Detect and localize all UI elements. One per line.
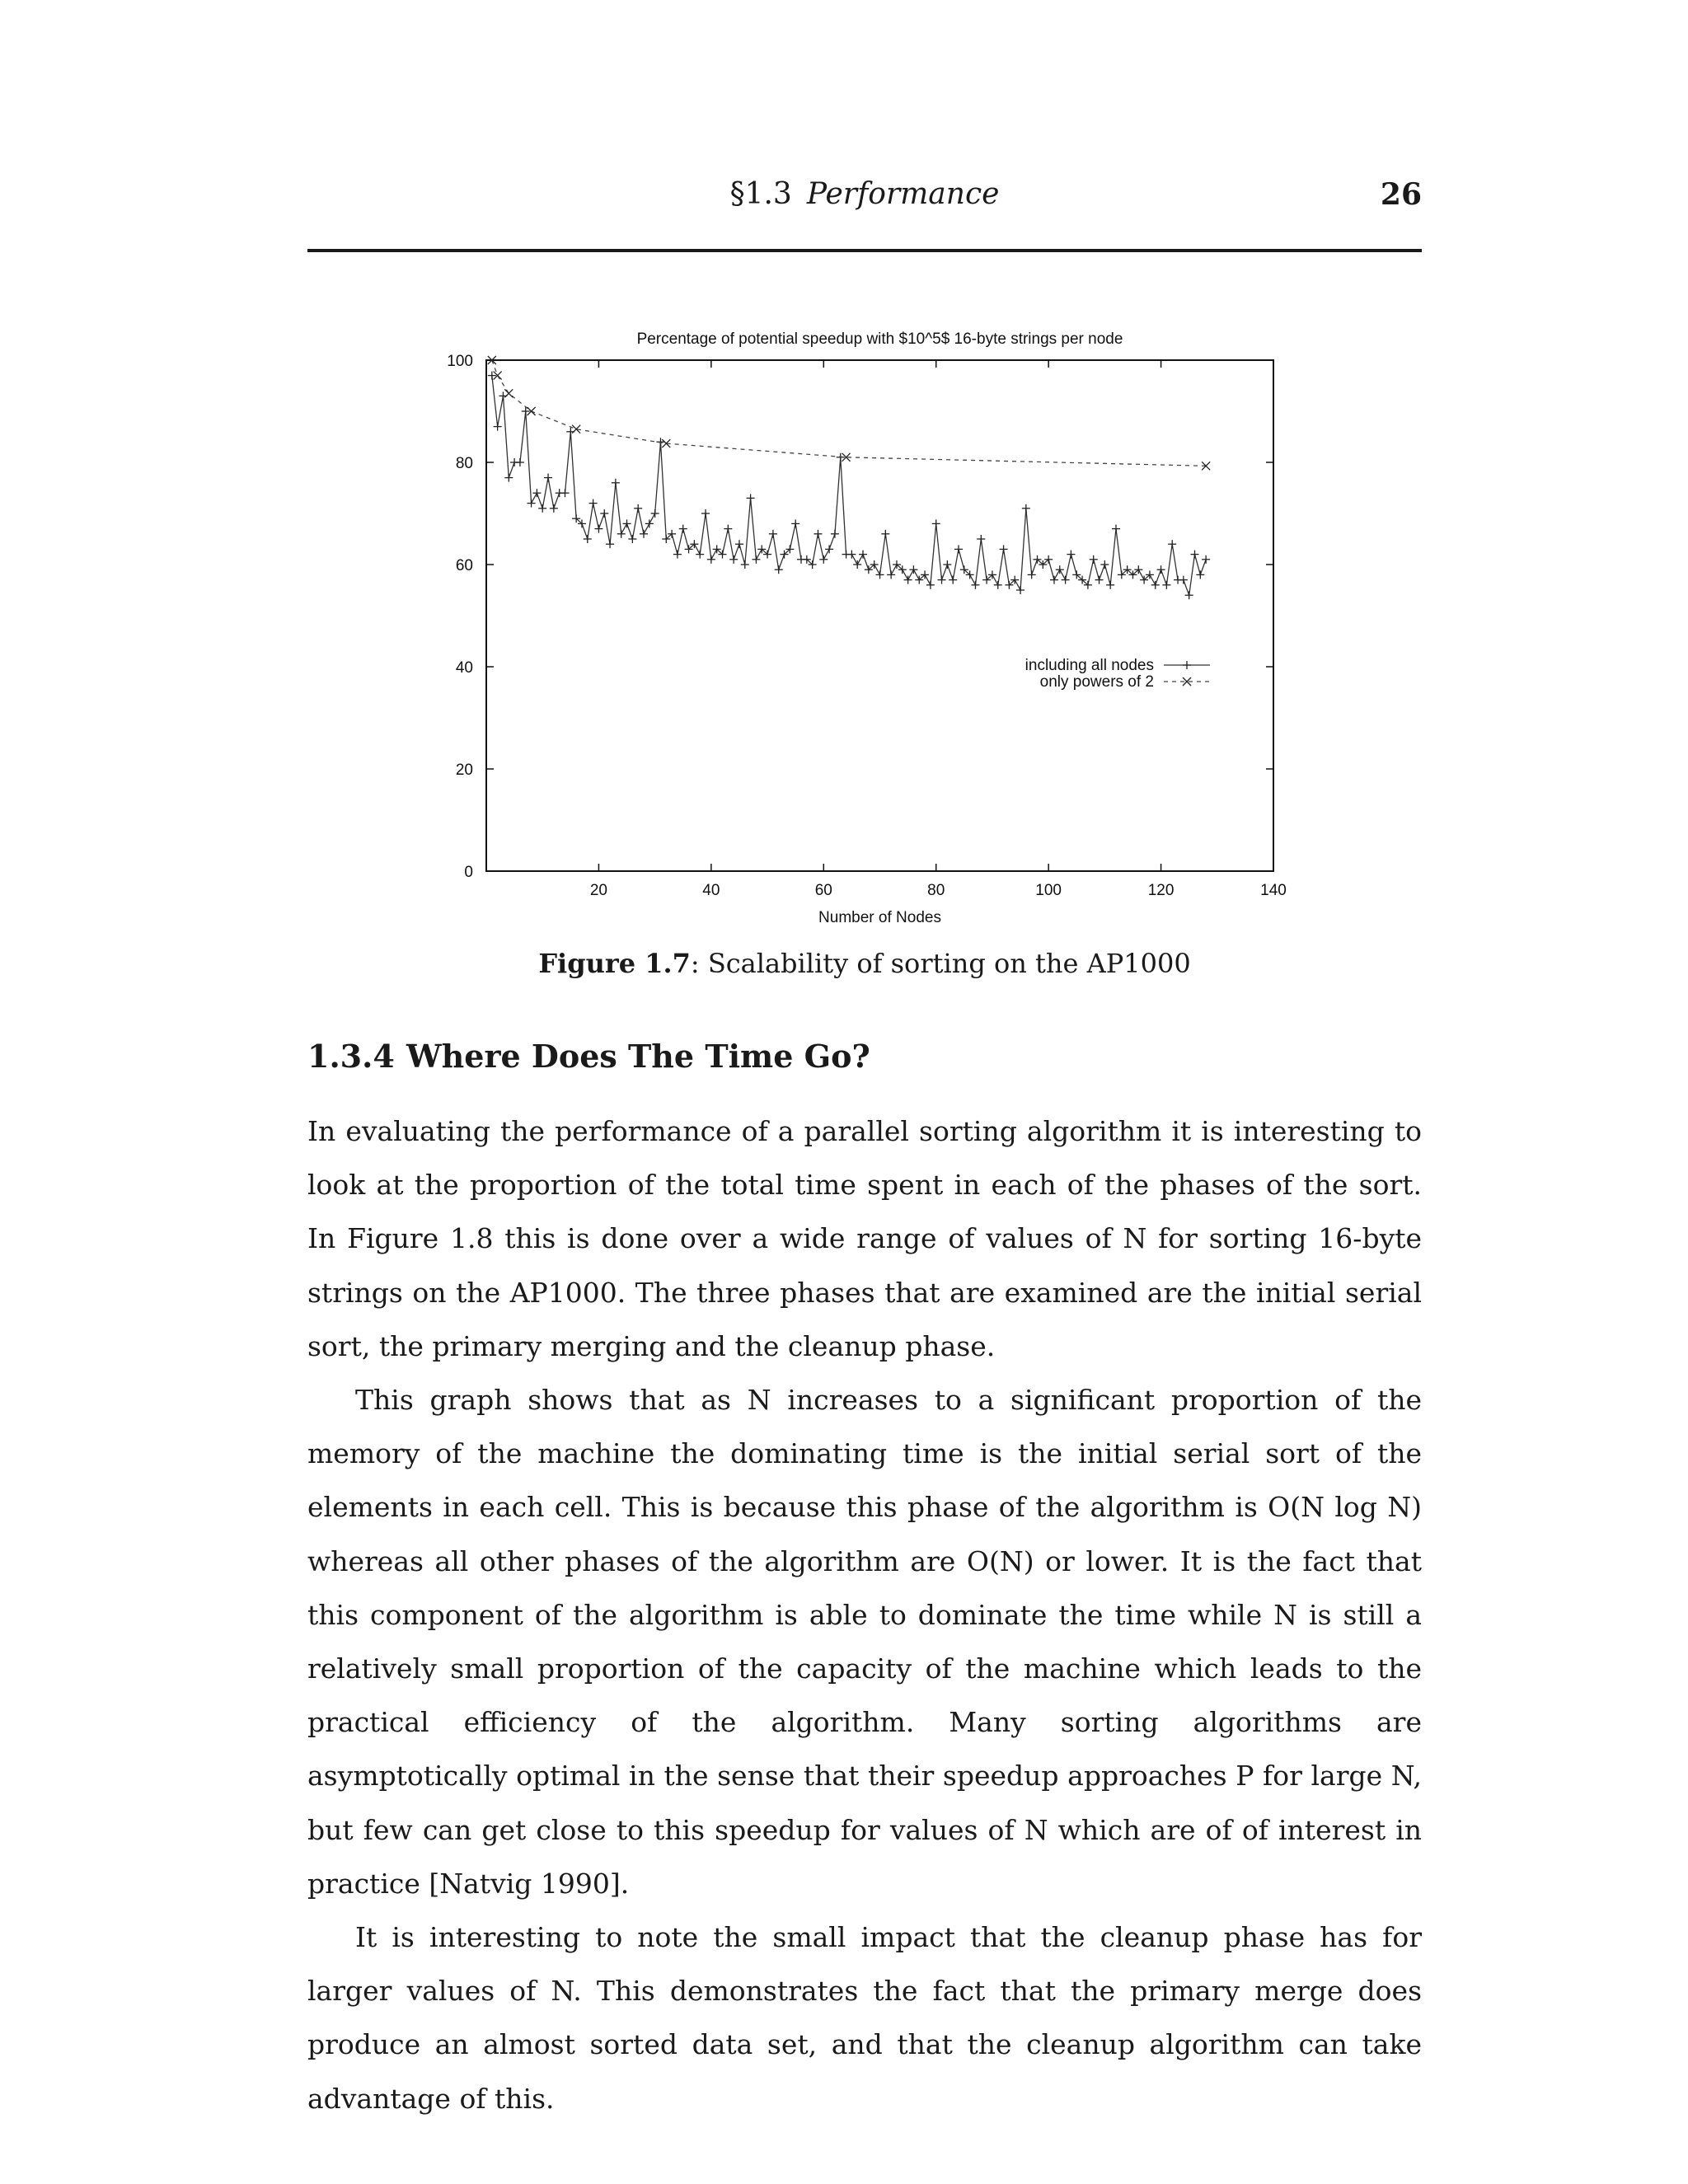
series-all-nodes-point (1179, 576, 1188, 584)
chart-title: Percentage of potential speedup with $10^5$ 16-byte strings per node (636, 330, 1123, 348)
series-all-nodes-point (673, 551, 682, 559)
series-all-nodes-point (791, 519, 799, 527)
series-all-nodes-point (1090, 555, 1098, 564)
series-all-nodes-point (814, 530, 822, 538)
series-all-nodes-point (589, 499, 598, 508)
series-all-nodes-point (741, 560, 749, 569)
plot-frame (486, 360, 1273, 871)
series-all-nodes-point (634, 504, 642, 513)
series-all-nodes-point (954, 545, 963, 553)
series-all-nodes-point (735, 540, 743, 548)
x-axis-label: Number of Nodes (818, 909, 941, 926)
series-all-nodes-point (1112, 525, 1120, 533)
series-all-nodes-point (645, 519, 654, 527)
y-tick-label: 40 (455, 659, 473, 677)
paragraph-2: This graph shows that as N increases to a significant proportion of the memory of the machine the dominating time is the initial serial sort of the elements in each cell. This is because this phase of the algorithm is O(N log N) whereas all other phases of the algorithm are O(N) or lower. It is the fact that this component of the algorithm is able to dominate the time while N is still a relatively small proportion of the capacity of the machine which leads to the practical efficiency of the algorithm. Many sorting algorithms are asymptotically optimal in the sense that their speedup approaches P for large N, but few can get close to this speedup for values of N which are of of interest in practice [Natvig 1990]. (307, 1384, 1422, 1900)
series-all-nodes-point (544, 474, 552, 482)
series-all-nodes-point (516, 458, 524, 466)
y-tick-label: 60 (455, 557, 473, 574)
body-text (307, 1104, 1422, 2125)
series-all-nodes-point (1168, 540, 1176, 548)
series-all-nodes-point (825, 545, 833, 553)
running-head-section (307, 171, 1422, 218)
series-all-nodes-point (1162, 581, 1170, 589)
series-all-nodes-point (628, 535, 636, 543)
series-all-nodes-point (729, 555, 738, 564)
series-all-nodes-point (994, 581, 1002, 589)
section-number: §1.3 (729, 177, 792, 211)
paragraph-3: It is interesting to note the small impact that the cleanup phase has for larger values of N. This demonstrates the fact that the primary merge does produce an almost sorted data set, and that the cleanup algorithm can take advantage of this. (307, 1921, 1422, 2115)
legend-label-powers-of-2: only powers of 2 (1039, 673, 1154, 691)
series-all-nodes-point (853, 560, 861, 569)
y-tick-label: 100 (447, 353, 473, 370)
page-number: 26 (1380, 177, 1422, 212)
series-all-nodes-line (492, 376, 1206, 596)
series-all-nodes-point (1151, 581, 1160, 589)
series-all-nodes-point (538, 504, 546, 513)
series-all-nodes-point (1028, 570, 1036, 579)
series-all-nodes-point (887, 570, 895, 579)
series-all-nodes-point (926, 581, 935, 589)
x-tick-label: 120 (1147, 882, 1175, 899)
x-tick-label: 80 (927, 882, 945, 899)
series-all-nodes-point (752, 555, 760, 564)
subsection-heading (307, 1032, 1422, 1081)
series-all-nodes-point (494, 423, 502, 431)
series-all-nodes-point (606, 540, 614, 548)
series-powers-of-2-point (504, 389, 513, 397)
y-tick-label: 20 (455, 762, 473, 779)
x-tick-label: 100 (1035, 882, 1062, 899)
series-all-nodes-point (600, 509, 608, 518)
section-title: Performance (806, 177, 1000, 211)
series-all-nodes-point (1067, 551, 1075, 559)
series-all-nodes-point (769, 530, 777, 538)
series-all-nodes-point (859, 551, 867, 559)
x-tick-label: 40 (702, 882, 720, 899)
series-all-nodes-point (977, 535, 985, 543)
series-all-nodes-point (1062, 576, 1070, 584)
figure-caption (307, 943, 1422, 984)
series-all-nodes-point (1106, 581, 1114, 589)
series-all-nodes-point (1050, 576, 1058, 584)
series-all-nodes-point (724, 525, 732, 533)
series-all-nodes-point (943, 560, 951, 569)
series-all-nodes-point (1022, 504, 1030, 513)
series-all-nodes-point (594, 525, 603, 533)
series-all-nodes-point (881, 530, 889, 538)
series-all-nodes-point (876, 570, 884, 579)
series-all-nodes-point (949, 576, 957, 584)
series-all-nodes-point (1157, 565, 1165, 574)
series-all-nodes-point (909, 565, 917, 574)
series-all-nodes-point (1202, 555, 1210, 564)
subsection-number: 1.3.4 (307, 1038, 395, 1075)
series-all-nodes-point (1095, 576, 1104, 584)
series-all-nodes-point (550, 504, 558, 513)
series-all-nodes-point (561, 489, 570, 497)
series-all-nodes-point (1016, 586, 1025, 594)
series-all-nodes-point (707, 555, 715, 564)
subsection-title: Where Does The Time Go? (406, 1038, 870, 1075)
series-all-nodes-point (938, 576, 946, 584)
series-all-nodes-point (1185, 591, 1193, 599)
series-all-nodes-point (504, 474, 513, 482)
header-rule (307, 249, 1422, 252)
running-head (307, 171, 1422, 218)
figure-caption-text: : Scalability of sorting on the AP1000 (690, 948, 1191, 979)
series-all-nodes-point (651, 509, 659, 518)
series-all-nodes-point (612, 479, 620, 487)
series-all-nodes-point (696, 551, 704, 559)
y-tick-label: 80 (455, 455, 473, 472)
series-all-nodes-point (971, 581, 979, 589)
paragraph-1: In evaluating the performance of a parallel sorting algorithm it is interesting to look at the proportion of the total time spent in each of the phases of the sort. In Figure 1.8 this is done over a wide range of values of N for sorting 16-byte strings on the AP1000. The three phases that are examined are the initial serial sort, the primary merging and the cleanup phase. (307, 1115, 1422, 1362)
series-all-nodes-point (1191, 551, 1199, 559)
series-all-nodes-point (904, 576, 912, 584)
series-all-nodes-point (932, 519, 940, 527)
x-tick-label: 140 (1260, 882, 1287, 899)
series-all-nodes-point (775, 565, 783, 574)
y-tick-label: 0 (464, 864, 473, 881)
series-all-nodes-point (1056, 565, 1064, 574)
legend-marker-all-nodes (1183, 661, 1191, 669)
series-all-nodes-point (1196, 570, 1204, 579)
series-all-nodes-point (701, 509, 710, 518)
figure-label: Figure 1.7 (538, 948, 691, 979)
series-all-nodes-point (584, 535, 592, 543)
series-all-nodes-point (747, 494, 755, 502)
series-all-nodes-point (617, 530, 626, 538)
series-powers-of-2-line (492, 360, 1206, 466)
series-all-nodes-point (1100, 560, 1109, 569)
series-all-nodes-point (831, 530, 839, 538)
series-all-nodes-point (528, 499, 536, 508)
series-all-nodes-point (679, 525, 687, 533)
series-all-nodes-point (847, 551, 856, 559)
x-tick-label: 20 (589, 882, 607, 899)
series-all-nodes-point (1000, 545, 1008, 553)
series-all-nodes-point (532, 489, 541, 497)
x-tick-label: 60 (814, 882, 832, 899)
series-all-nodes-point (640, 530, 648, 538)
legend-label-all-nodes: including all nodes (1025, 657, 1154, 674)
series-all-nodes-point (656, 438, 664, 446)
series-all-nodes-point (623, 519, 631, 527)
speedup-chart (429, 313, 1335, 931)
series-all-nodes-point (819, 555, 828, 564)
